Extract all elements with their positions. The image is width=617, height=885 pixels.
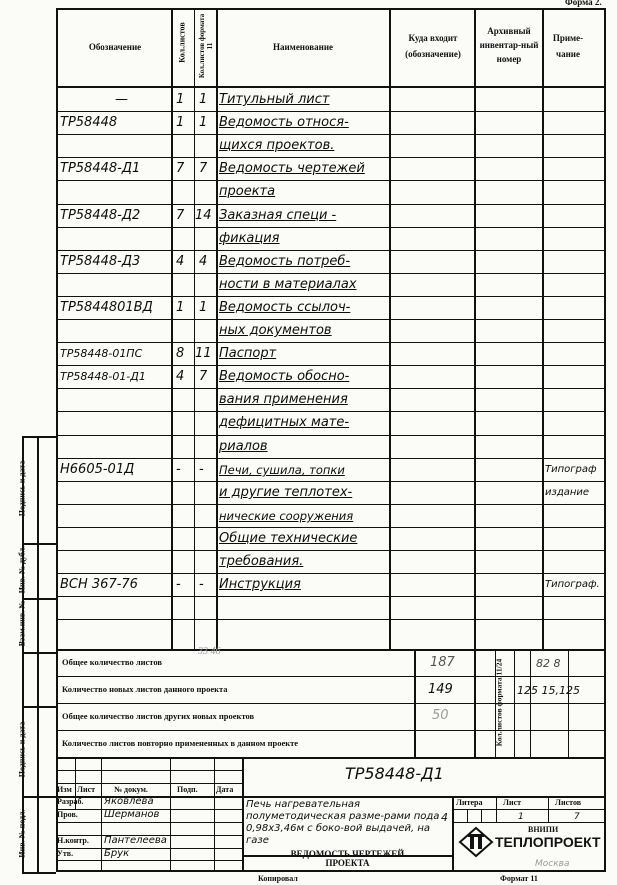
row-line [56, 319, 606, 320]
row-line [56, 180, 606, 181]
row-designation: ТР58448-Д3 [60, 254, 141, 269]
header-name: Наименование [273, 42, 333, 52]
tb-litera-label: Литера [456, 798, 483, 807]
row-line [56, 619, 606, 620]
tb-doc-code: ТР58448-Д1 [345, 764, 444, 783]
row-f11: 7 [199, 161, 208, 176]
row-line [56, 550, 606, 551]
tb-sheet-label: Лист [503, 798, 522, 807]
tb-change-mark: 4 [441, 811, 448, 824]
row-name-line: ности в материалах [219, 277, 357, 292]
row-sheets: 7 [176, 208, 185, 223]
tb-col [101, 757, 102, 872]
row-name-line: Титульный лист [219, 92, 330, 107]
row-line [56, 365, 606, 366]
row-line [56, 527, 606, 528]
tb-col [481, 809, 482, 822]
row-line [56, 111, 606, 112]
tb-col [170, 757, 171, 872]
row-name-line: Ведомость ссылоч- [219, 300, 351, 315]
row-sheets: 1 [176, 92, 185, 107]
teploproekt-logo-icon [458, 826, 494, 858]
row-name-line: Ведомость чертежей [219, 161, 365, 176]
row-note: издание [545, 487, 590, 498]
row-name-line: Ведомость обосно- [219, 369, 350, 384]
row-name-line: щихся проектов. [219, 138, 335, 153]
summary-top-line [56, 649, 606, 651]
row-name-line: Общие технические [219, 531, 358, 546]
tb-line [452, 822, 606, 823]
tb-sheets-value: 7 [574, 812, 580, 822]
row-sheets: 4 [176, 369, 185, 384]
side-vzam-inv: Взам.инв. № [17, 600, 27, 647]
tb-col [548, 796, 549, 822]
summary-total-value: 187 [430, 655, 455, 670]
row-sheets: 8 [176, 346, 185, 361]
tb-role: Разраб. [57, 797, 84, 806]
row-sheets: 7 [176, 161, 185, 176]
summary-new-value: 149 [428, 682, 453, 697]
tb-line [452, 809, 606, 810]
side-strip-line [22, 706, 56, 708]
summary-total-label: Общее количество листов [62, 657, 162, 667]
row-designation: ВСН 367-76 [60, 577, 138, 592]
tb-role-name: Шерманов [104, 809, 160, 820]
summary-faint-note: 33 46 [198, 646, 221, 657]
row-line [56, 342, 606, 343]
side-strip-line [22, 436, 56, 438]
row-line [56, 411, 606, 412]
tb-col [496, 796, 497, 822]
row-name-line: требования. [219, 554, 304, 569]
row-line [56, 296, 606, 297]
tb-doc-title: ВЕДОМОСТЬ ЧЕРТЕЖЕЙ ПРОЕКТА [290, 849, 405, 868]
tb-sheet-value: 1 [518, 812, 524, 822]
row-line [56, 250, 606, 251]
row-sheets: - [176, 462, 181, 477]
row-sheets: - [176, 577, 181, 592]
tb-role-name: Брук [104, 848, 130, 859]
tb-col [467, 809, 468, 822]
footer-format: Формат 11 [500, 874, 538, 883]
tb-col-date: Дата [216, 785, 234, 794]
row-designation: ТР58448-01-Д1 [60, 370, 146, 383]
tb-col-docno: № докум. [114, 785, 148, 794]
summary-reused-label: Количество листов повторно примененных в данном проекте [62, 738, 299, 748]
tb-role: Пров. [57, 810, 78, 819]
row-f11: 14 [195, 208, 212, 223]
row-line [56, 227, 606, 228]
row-name-line: проекта [219, 184, 276, 199]
row-line [56, 273, 606, 274]
tb-role: Н.контр. [57, 836, 89, 845]
tb-role-name: Пантелеева [104, 835, 167, 846]
row-sheets: 4 [176, 254, 185, 269]
col-divider [474, 8, 476, 649]
row-line [56, 204, 606, 205]
row-line [56, 157, 606, 158]
row-f11: 7 [199, 369, 208, 384]
summary-other-label: Общее количество листов других новых проектов [62, 711, 255, 721]
side-sign-date-2: Подпись и дата [17, 721, 27, 778]
row-name-line: и другие теплотех- [219, 485, 353, 500]
tb-org-name: ТЕПЛОПРОЕКТ [495, 834, 601, 850]
tb-object-name: Печь нагревательная полуметодическая разме-рами пода 0,98х3,46м с боко-вой выдачей, на газе [246, 799, 440, 846]
summary-new-f11: 125 15,125 [517, 684, 580, 697]
tb-sheets-label: Листов [555, 798, 582, 807]
tb-col-change: Изм [57, 785, 72, 794]
col-divider [389, 8, 391, 649]
row-line [56, 134, 606, 135]
summary-line [56, 730, 606, 731]
summary-col [514, 649, 515, 757]
summary-total-f11: 82 8 [536, 657, 561, 670]
row-name-line: риалов [219, 439, 268, 454]
side-strip-border [37, 436, 39, 872]
tb-city: Москва [535, 859, 570, 869]
row-designation: ТР58448 [60, 115, 118, 130]
row-designation: ТР58448-01ПС [60, 347, 143, 360]
row-f11: - [199, 462, 204, 477]
summary-line [56, 703, 606, 704]
header-divider [56, 86, 606, 88]
tb-col [214, 757, 215, 872]
row-name-line: фикация [219, 231, 280, 246]
row-designation: ТР58448-Д2 [60, 208, 141, 223]
row-name-line: ных документов [219, 323, 332, 338]
row-sheets: 1 [176, 115, 185, 130]
summary-other-value: 50 [432, 708, 449, 723]
footer-copied: Копировал [258, 874, 298, 883]
tb-role-name: Яковлева [104, 796, 154, 807]
summary-col [530, 649, 531, 757]
row-line [56, 388, 606, 389]
side-inv-dupl: Инв. № дубл. [17, 545, 27, 594]
summary-bottom-line [56, 757, 606, 759]
summary-line [56, 676, 606, 677]
header-sheet-count: Кол.листов [177, 22, 187, 63]
summary-f11-side-label: Кол.листов формата 11/24 [494, 658, 504, 747]
side-inv-orig: Инв. № подл. [17, 809, 27, 858]
summary-col [474, 649, 476, 757]
row-f11: 4 [199, 254, 208, 269]
summary-col [568, 649, 569, 757]
header-archive-no: Архивный инвентар-ный номер [479, 26, 539, 64]
side-strip-line [22, 598, 56, 600]
row-line [56, 573, 606, 574]
row-name-line: дефицитных мате- [219, 415, 350, 430]
row-line [56, 435, 606, 436]
tb-col [452, 796, 454, 872]
row-name-line: Заказная специ - [219, 208, 337, 223]
row-note: Типограф. [545, 579, 600, 590]
row-f11: 1 [199, 115, 208, 130]
row-note: Типограф [545, 464, 597, 475]
side-sign-date-1: Подпись и дата [17, 460, 27, 517]
summary-new-label: Количество новых листов данного проекта [62, 684, 228, 694]
row-name-line: Инструкция [219, 577, 301, 592]
header-format11-count: Кол.листов формата 11 [198, 13, 214, 79]
form-label: Форма 2. [565, 0, 602, 7]
row-name-line: вания применения [219, 392, 348, 407]
row-designation: Н6605-01Д [60, 462, 135, 477]
header-note: Приме-чание [552, 33, 584, 59]
row-f11: 1 [199, 92, 208, 107]
row-designation: ТР5844801ВД [60, 300, 153, 315]
row-designation: ТР58448-Д1 [60, 161, 141, 176]
row-name-line: Ведомость потреб- [219, 254, 351, 269]
row-designation: — [115, 92, 128, 107]
side-strip-line [22, 872, 56, 874]
side-strip-line [22, 796, 56, 798]
row-name-line: Паспорт [219, 346, 277, 361]
col-divider [542, 8, 544, 649]
row-f11: 11 [195, 346, 212, 361]
side-strip-line [22, 543, 56, 545]
row-name-line: нические сооружения [219, 509, 354, 523]
tb-col-sign: Подп. [177, 785, 198, 794]
row-name-line: Ведомость относя- [219, 115, 349, 130]
row-line [56, 458, 606, 459]
col-divider [171, 8, 173, 649]
row-f11: - [199, 577, 204, 592]
row-name-line: Печи, сушила, топки [219, 463, 345, 477]
header-where-used: Куда входит (обозначение) [405, 33, 461, 59]
tb-col-sheet: Лист [77, 785, 96, 794]
tb-org-top: ВНИПИ [528, 825, 559, 834]
row-line [56, 481, 606, 482]
row-sheets: 1 [176, 300, 185, 315]
side-strip-line [22, 652, 56, 654]
row-line [56, 596, 606, 597]
col-divider [194, 8, 195, 649]
header-designation: Обозначение [88, 42, 142, 52]
row-f11: 1 [199, 300, 208, 315]
row-line [56, 504, 606, 505]
summary-col [414, 649, 416, 757]
tb-role: Утв. [57, 849, 74, 858]
col-divider [216, 8, 218, 649]
